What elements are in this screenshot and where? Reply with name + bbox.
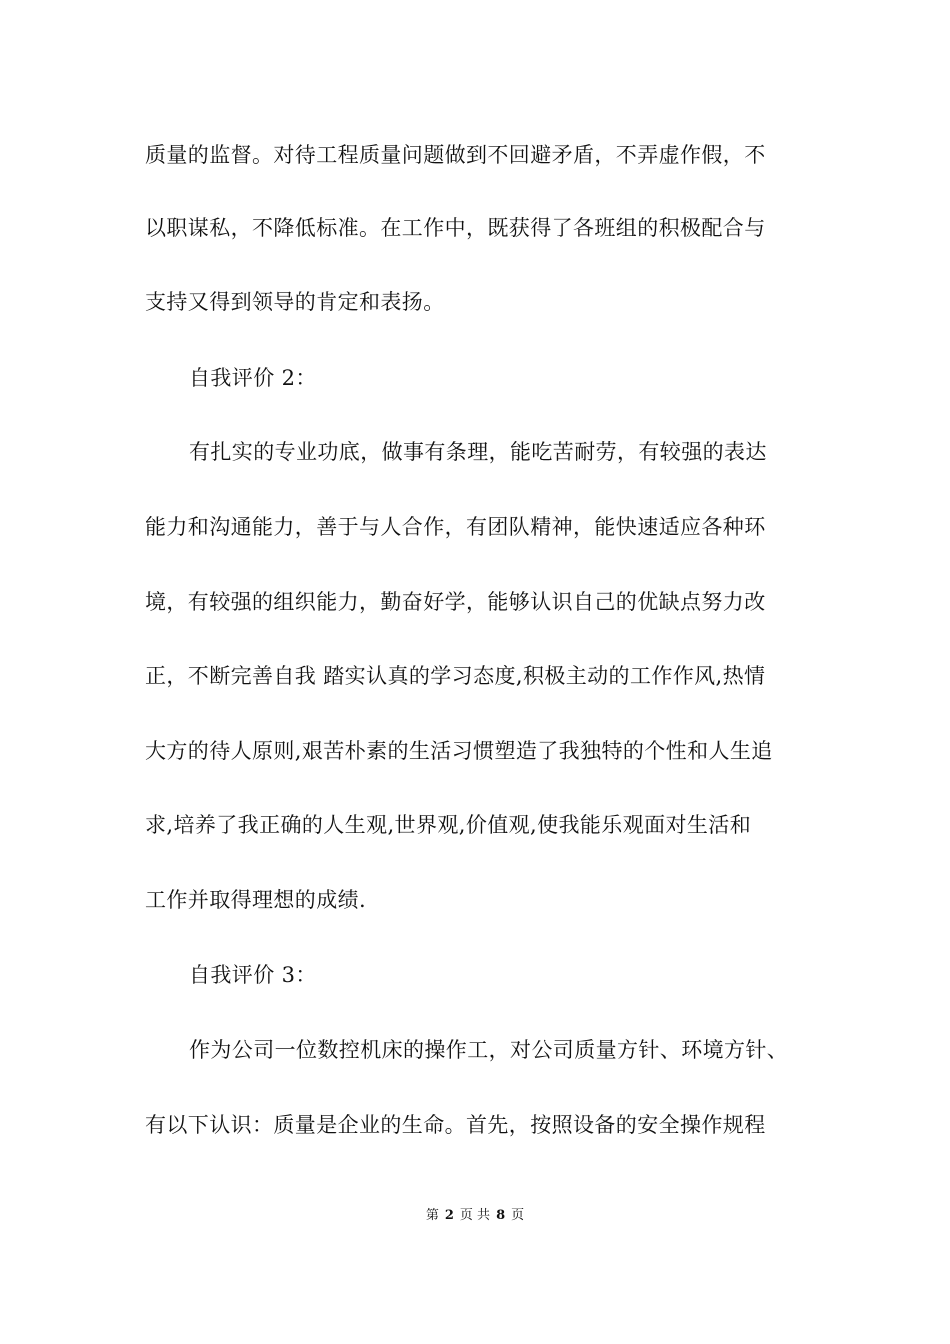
paragraph-line: 有扎实的专业功底，做事有条理，能吃苦耐劳，有较强的表达 [189,440,767,464]
footer-middle: 页 共 [459,1208,491,1223]
paragraph-line: 有以下认识：质量是企业的生命。首先，按照设备的安全操作规程 [145,1113,766,1137]
current-page-number: 2 [444,1208,454,1223]
page-footer [0,1207,950,1225]
paragraph-line: 质量的监督。对待工程质量问题做到不回避矛盾，不弄虚作假，不 [145,143,766,167]
paragraph-line: 境，有较强的组织能力，勤奋好学，能够认识自己的优缺点努力改 [145,590,766,614]
paragraph-line: 工作并取得理想的成绩. [145,888,367,912]
paragraph-line: 作为公司一位数控机床的操作工，对公司质量方针、环境方针、 [189,1038,789,1062]
section-heading: 自我评价 2： [189,366,317,390]
paragraph-line: 正，不断完善自我 踏实认真的学习态度,积极主动的工作作风,热情 [145,664,766,688]
total-pages-number: 8 [496,1208,506,1223]
paragraph-line: 求,培养了我正确的人生观,世界观,价值观,使我能乐观面对生活和 [145,813,752,837]
footer-suffix: 页 [511,1208,525,1223]
paragraph-line: 以职谋私，不降低标准。在工作中，既获得了各班组的积极配合与 [145,216,766,240]
paragraph-line: 支持又得到领导的肯定和表扬。 [145,290,445,314]
section-heading: 自我评价 3： [189,963,317,987]
paragraph-line: 大方的待人原则,艰苦朴素的生活习惯塑造了我独特的个性和人生追 [145,739,773,763]
footer-prefix: 第 [425,1208,439,1223]
paragraph-line: 能力和沟通能力，善于与人合作，有团队精神，能快速适应各种环 [145,515,766,539]
